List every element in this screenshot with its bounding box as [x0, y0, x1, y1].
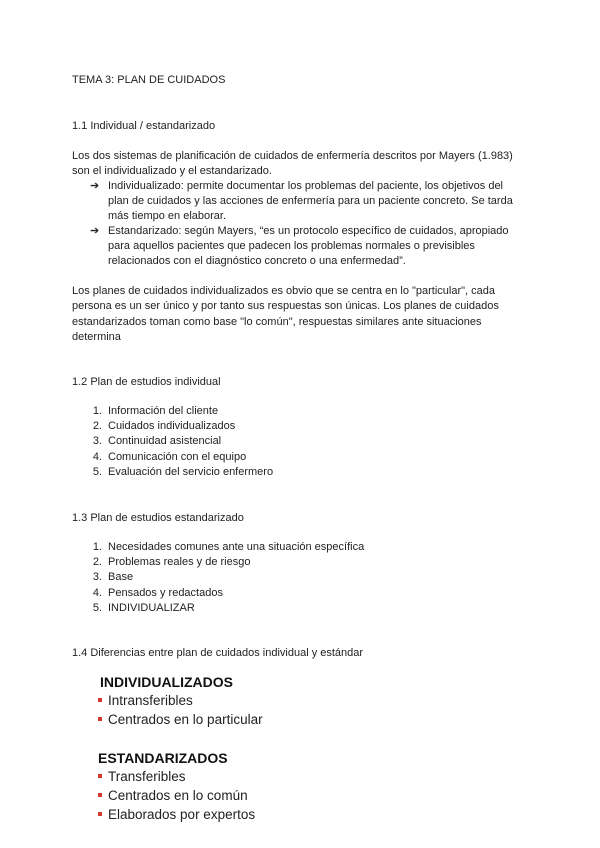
item-line: para aquellos pacientes que padecen los problemas normales o previsibles: [108, 239, 475, 252]
para-line: persona es un ser único y por tanto sus respuestas son únicas. Los planes de cuidados: [72, 300, 499, 313]
intro-line: son el individualizado y el estandarizado.: [72, 165, 272, 178]
section-1-1-intro: [72, 149, 513, 180]
bullet-icon: [98, 717, 102, 721]
individualizados-title: INDIVIDUALIZADOS: [100, 674, 233, 690]
section-1-4-heading: 1.4 Diferencias entre plan de cuidados individual y estándar: [72, 647, 364, 659]
estandarizados-item: Transferibles: [98, 769, 186, 784]
individualizados-item: Intransferibles: [98, 693, 193, 708]
bullet-icon: [98, 793, 102, 797]
estandarizados-item: Centrados en lo común: [98, 788, 248, 803]
item-line: plan de cuidados y las acciones de enfermería para un paciente concreto. Se tarda: [108, 194, 513, 207]
item-line: Individualizado: permite documentar los problemas del paciente, los objetivos del: [108, 180, 504, 192]
section-1-3-heading: 1.3 Plan de estudios estandarizado: [72, 512, 244, 524]
estandarizados-item: Elaborados por expertos: [98, 807, 255, 822]
individualizados-item: Centrados en lo particular: [98, 712, 263, 727]
bullet-icon: [98, 698, 102, 702]
arrow-icon: ➔: [90, 180, 100, 192]
item-line: Estandarizado: según Mayers, “es un protocolo específico de cuidados, apropiado: [108, 225, 509, 237]
item-line: relacionados con el diagnóstico concreto o una enfermedad”.: [108, 254, 406, 267]
item-line: más tiempo en elaborar.: [108, 209, 227, 222]
section-1-2-heading: 1.2 Plan de estudios individual: [72, 376, 221, 388]
section-1-1-paragraph: [72, 284, 499, 346]
bullet-icon: [98, 774, 102, 778]
page-title: TEMA 3: PLAN DE CUIDADOS: [72, 74, 226, 86]
bullet-icon: [98, 812, 102, 816]
para-line: Los planes de cuidados individualizados es obvio que se centra en lo "particular", cada: [72, 285, 496, 297]
arrow-icon: ➔: [90, 225, 100, 237]
document-page: TEMA 3: PLAN DE CUIDADOS 1.1 Individual / estandarizado Los dos sistemas de planificación de cuidados de enfermería descritos por Mayers (1.983) son el individualizado y el estandarizado. ➔ Individualizado: permite documentar los problemas del paciente, los objetivos del plan de cuidados y las acciones de enfermería para un paciente concreto. Se tarda más tiempo en elaborar. ➔ Estandarizado: según Mayers, “es un protocolo específico de cuidados, apropiado para aquellos pacientes que padecen los problemas normales o previsibles relacionados con el diagnóstico concreto o una enfermedad”. Los planes de cuidados individualizados es obvio que se centra en lo "particular", cada persona es un ser único y por tanto sus respuestas son únicas. Los planes de cuidados estandarizados toman como base "lo común", respuestas similares ante situaciones determina 1.2 Plan de estudios individual 1. Información del cliente 2. Cuidados individualizados 3. Continuidad asistencial 4. Comunicación con el equipo 5. Evaluación del servicio enfermero 1.3 Plan de estudios estandarizado 1. Necesidades comunes ante una situación específica 2. Problemas reales y de riesgo 3. Base 4. Pensados y redactados 5. INDIVIDUALIZAR 1.4 Diferencias entre plan de cuidados individual y estándar INDIVIDUALIZADOS Intransferibles Centrados en lo particular ESTANDARIZADOS Transferibles Centrados en lo común Elaborados por expertos: [72, 74, 513, 822]
section-1-1-heading: 1.1 Individual / estandarizado: [72, 120, 216, 132]
estandarizados-title: ESTANDARIZADOS: [98, 750, 228, 766]
para-line: determina: [72, 331, 121, 344]
para-line: estandarizados toman como base "lo común", respuestas similares ante situaciones: [72, 315, 482, 328]
arrow-item-individualizado: [90, 179, 513, 223]
arrow-item-estandarizado: [90, 224, 509, 268]
intro-line: Los dos sistemas de planificación de cuidados de enfermería descritos por Mayers (1.983): [72, 150, 513, 162]
